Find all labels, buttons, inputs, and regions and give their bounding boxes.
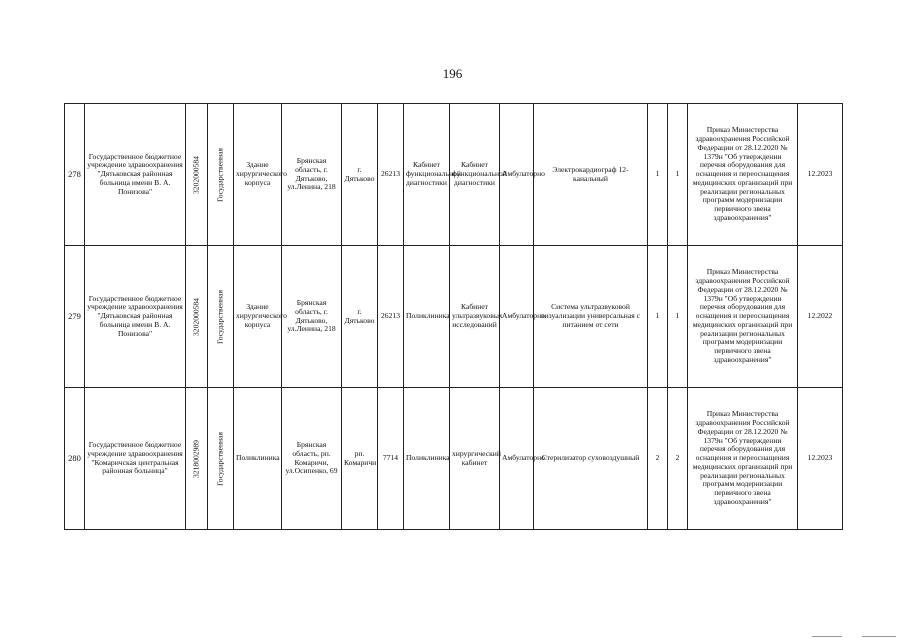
institution-code-cell — [186, 104, 208, 246]
equipment-name: Электрокардиограф 12-канальный — [534, 104, 648, 246]
quantity-a: 2 — [648, 388, 668, 530]
ownership-type: Государственная — [215, 289, 225, 344]
building-name: Здание хирургического корпуса — [234, 246, 282, 388]
deadline-date: 12.2023 — [798, 104, 843, 246]
legal-basis: Приказ Министерства здравоохранения Российской Федерации от 28.12.2020 № 1379н "Об утверждении перечня оборудования для оснащения и переоснащения медицинских организаций при реализации региональных программ модернизации первичного звена здравоохранения" — [688, 104, 798, 246]
equipment-name: Система ультразвуковой визуализации универсальная с питанием от сети — [534, 246, 648, 388]
quantity-a: 1 — [648, 104, 668, 246]
legal-basis: Приказ Министерства здравоохранения Российской Федерации от 28.12.2020 № 1379н "Об утверждении перечня оборудования для оснащения и переоснащения медицинских организаций при реализации региональных программ модернизации первичного звена здравоохранения" — [688, 388, 798, 530]
scan-artifact-line — [812, 636, 842, 637]
institution-name: Государственное бюджетное учреждение здравоохранения "Дятьковская районная больница имени В. А. Понизова" — [85, 104, 186, 246]
row-number: 278 — [65, 104, 85, 246]
institution-code: 3202000584 — [191, 155, 201, 194]
locality-index: 26213 — [378, 246, 404, 388]
address: Брянская область, г. Дятьково, ул.Ленина, 218 — [282, 246, 342, 388]
building-name: Здание хирургического корпуса — [234, 104, 282, 246]
address: Брянская область, рп. Комаричи, ул.Осипенко, 69 — [282, 388, 342, 530]
quantity-b: 1 — [668, 246, 688, 388]
room: хирургический кабинет — [450, 388, 500, 530]
institution-name: Государственное бюджетное учреждение здравоохранения "Комаричская центральная районная больница" — [85, 388, 186, 530]
locality: рп. Комаричи — [342, 388, 378, 530]
locality: г. Дятьково — [342, 104, 378, 246]
quantity-a: 1 — [648, 246, 668, 388]
ownership-type: Государственная — [215, 147, 225, 202]
care-type: Амбулаторно — [500, 388, 534, 530]
table-row — [65, 104, 843, 246]
institution-code-cell — [186, 388, 208, 530]
institution-code: 3202000584 — [191, 297, 201, 336]
ownership-cell — [208, 388, 234, 530]
care-type: Амбулаторно — [500, 104, 534, 246]
institution-code-cell — [186, 246, 208, 388]
ownership-cell — [208, 246, 234, 388]
department: Поликлиника — [404, 246, 450, 388]
address: Брянская область, г. Дятьково, ул.Ленина, 218 — [282, 104, 342, 246]
ownership-cell — [208, 104, 234, 246]
equipment-name: Стерилизатор суховоздушный — [534, 388, 648, 530]
locality-index: 26213 — [378, 104, 404, 246]
room: Кабинет функциональной диагностики — [450, 104, 500, 246]
locality: г. Дятьково — [342, 246, 378, 388]
table-row — [65, 388, 843, 530]
room: Кабинет ультразвуковых исследований — [450, 246, 500, 388]
row-number: 280 — [65, 388, 85, 530]
department: Поликлиника — [404, 388, 450, 530]
table-row — [65, 246, 843, 388]
department: Кабинет функциональной диагностики — [404, 104, 450, 246]
row-number: 279 — [65, 246, 85, 388]
scan-artifact-line — [862, 636, 896, 637]
legal-basis: Приказ Министерства здравоохранения Российской Федерации от 28.12.2020 № 1379н "Об утверждении перечня оборудования для оснащения и переоснащения медицинских организаций при реализации региональных программ модернизации первичного звена здравоохранения" — [688, 246, 798, 388]
deadline-date: 12.2022 — [798, 246, 843, 388]
quantity-b: 2 — [668, 388, 688, 530]
building-name: Поликлиника — [234, 388, 282, 530]
ownership-type: Государственная — [215, 431, 225, 486]
care-type: Амбулаторно — [500, 246, 534, 388]
deadline-date: 12.2023 — [798, 388, 843, 530]
locality-index: 7714 — [378, 388, 404, 530]
equipment-registry-table — [64, 103, 843, 530]
quantity-b: 1 — [668, 104, 688, 246]
page-number: 196 — [442, 66, 463, 81]
institution-code: 3218002989 — [191, 439, 201, 478]
institution-name: Государственное бюджетное учреждение здравоохранения "Дятьковская районная больница имени В. А. Понизова" — [85, 246, 186, 388]
